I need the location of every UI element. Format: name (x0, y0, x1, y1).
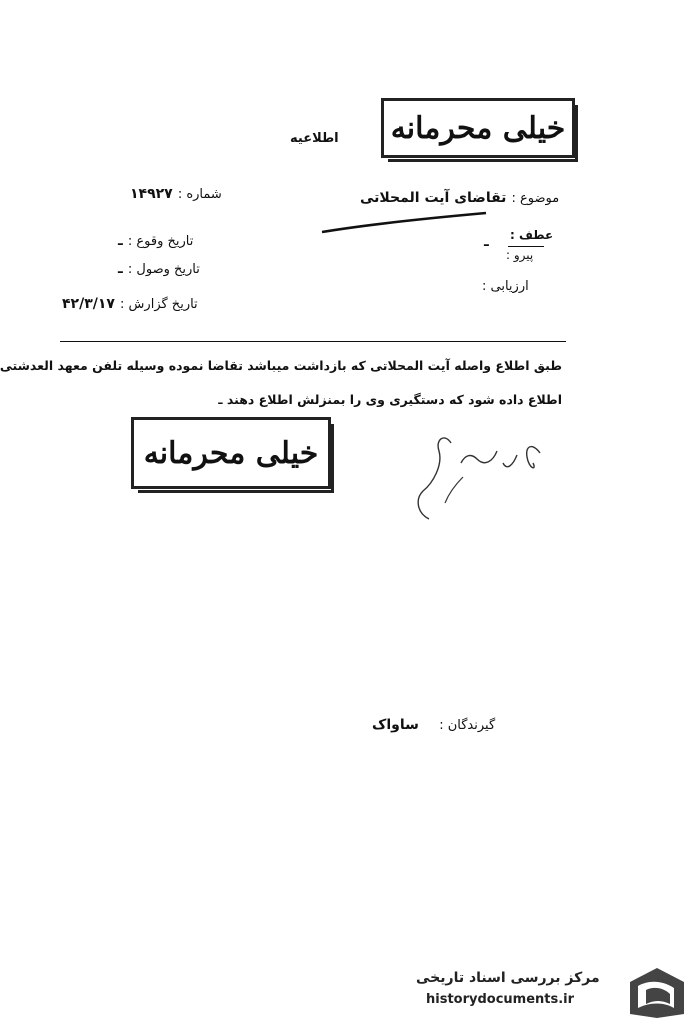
ref-value: ـ (484, 234, 489, 250)
receipt-date-row (118, 258, 200, 277)
report-date-value: ۴۲/۳/۱۷ (62, 296, 115, 312)
subject-underline-stroke (320, 210, 490, 236)
handwritten-signature (405, 425, 555, 530)
body-line-1: طبق اطلاع واصله آیت المحلاتی که بازداشت میباشد تقاضا نموده وسیله تلفن معهد العدشتی (0, 358, 562, 373)
number-label: شماره : (177, 187, 222, 202)
subject-label: موضوع : (511, 191, 560, 206)
receipt-date-value: ـ (118, 261, 123, 277)
classification-stamp-top-text: خیلی محرمانه (390, 110, 566, 146)
follow-label: پیرو : (506, 248, 534, 262)
header-separator (60, 341, 566, 342)
archive-watermark-url: historydocuments.ir (426, 992, 575, 1007)
incident-date-value: ـ (118, 233, 123, 249)
archive-watermark-title: مرکز بررسی اسناد تاریخی (416, 970, 600, 986)
report-date-label: تاریخ گزارش : (120, 297, 198, 312)
incident-date-label: تاریخ وقوع : (127, 234, 194, 249)
classification-stamp-middle-text: خیلی محرمانه (143, 435, 319, 471)
number-row (130, 183, 222, 202)
archive-logo-icon (626, 964, 688, 1020)
recipients-label: گیرندگان : (439, 718, 496, 733)
incident-date-row (118, 230, 193, 249)
ref-divider (508, 246, 544, 247)
classification-stamp-top (381, 98, 575, 158)
evaluation-label: ارزیابی : (482, 279, 529, 294)
ref-label: عطف : (510, 228, 554, 242)
report-type: اطلاعیه (290, 131, 339, 146)
number-value: ۱۴۹۲۷ (130, 186, 173, 202)
recipients-value: ساواک (372, 717, 419, 733)
classification-stamp-middle (131, 417, 331, 489)
recipients-row (372, 714, 495, 733)
receipt-date-label: تاریخ وصول : (127, 262, 200, 277)
subject-row (360, 187, 559, 206)
subject-value: تقاضای آیت المحلاتی (360, 190, 507, 206)
body-line-2: اطلاع داده شود که دستگیری وی را بمنزلش اطلاع دهند ـ (218, 392, 562, 407)
report-date-row (62, 293, 198, 312)
